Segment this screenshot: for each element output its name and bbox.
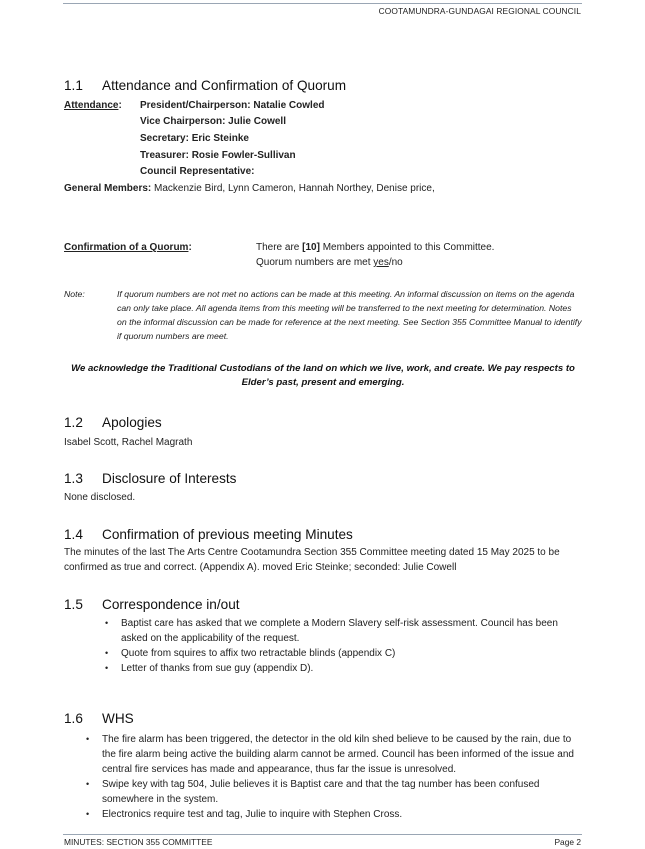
section-number: 1.4 bbox=[64, 527, 83, 542]
section-number: 1.2 bbox=[64, 415, 83, 430]
correspondence-item-text: Quote from squires to affix two retractable blinds (appendix C) bbox=[121, 648, 396, 659]
list-item bbox=[105, 646, 573, 661]
quorum-count-line bbox=[256, 240, 494, 255]
list-item bbox=[86, 732, 582, 777]
council-rep-line: Council Representative: bbox=[140, 166, 255, 177]
attendance-label: Attendance bbox=[64, 100, 119, 111]
section-1-3-heading bbox=[64, 471, 236, 486]
whs-item-text: Electronics require test and tag, Julie to inquire with Stephen Cross. bbox=[102, 809, 403, 820]
note-text: If quorum numbers are not met no actions can be made at this meeting. An informal discussion on items on the agenda can only take place. All agenda items from this meeting will be transferred to the next meeting for determination. Notes on the informal discussion can be made for reference at the next meeting. See Section 355 Committee Manual to identify if quorum numbers are meet. bbox=[117, 289, 582, 341]
section-title: Attendance and Confirmation of Quorum bbox=[102, 78, 347, 93]
section-1-5-heading bbox=[64, 597, 240, 612]
quorum-count: [10] bbox=[302, 242, 320, 253]
quorum-no: /no bbox=[388, 257, 403, 268]
previous-minutes-text: The minutes of the last The Arts Centre Cootamundra Section 355 Committee meeting dated 15 May 2025 to be confirmed as true and correct. (Appendix A). moved Eric Steinke; seconded: Julie Cowell bbox=[64, 547, 560, 573]
header-rule bbox=[63, 3, 582, 4]
quorum-met-line bbox=[256, 255, 403, 270]
secretary-line: Secretary: Eric Steinke bbox=[140, 133, 249, 144]
section-number: 1.5 bbox=[64, 597, 83, 612]
general-members-names: Mackenzie Bird, Lynn Cameron, Hannah Northey, Denise price, bbox=[151, 183, 435, 194]
whs-item-text: The fire alarm has been triggered, the detector in the old kiln shed believe to be caused by the rain, due to the fire alarm being active the building alarm cannot be armed. Council has been informed of the issue and central fire services has made and appearance, thus far the issue is unresolved. bbox=[102, 734, 574, 775]
bullet-icon: • bbox=[105, 618, 109, 628]
list-item bbox=[105, 616, 573, 646]
correspondence-list bbox=[105, 616, 573, 676]
quorum-post: Members appointed to this Committee. bbox=[319, 242, 495, 253]
whs-item-text: Swipe key with tag 504, Julie believes it is Baptist care and that the tag number has been confused somewhere in the system. bbox=[102, 779, 540, 805]
section-title: Confirmation of previous meeting Minutes bbox=[102, 527, 353, 542]
acknowledgement-of-country: We acknowledge the Traditional Custodians of the land on which we live, work, and create. We pay respects to Elder’s past, present and emerging. bbox=[71, 363, 575, 388]
general-members-line bbox=[64, 181, 435, 196]
quorum-pre: There are bbox=[256, 242, 303, 253]
section-number: 1.1 bbox=[64, 78, 83, 93]
header-council-name: COOTAMUNDRA-GUNDAGAI REGIONAL COUNCIL bbox=[378, 6, 581, 16]
list-item bbox=[105, 661, 573, 676]
bullet-icon: • bbox=[86, 734, 90, 744]
list-item bbox=[86, 807, 582, 822]
section-1-1-heading bbox=[64, 78, 346, 93]
bullet-icon: • bbox=[105, 648, 109, 658]
section-title: Disclosure of Interests bbox=[102, 471, 237, 486]
section-title: WHS bbox=[102, 711, 134, 726]
vice-chair-line: Vice Chairperson: Julie Cowell bbox=[140, 116, 286, 127]
footer-rule bbox=[63, 834, 582, 835]
quorum-yes: yes bbox=[373, 257, 389, 268]
page-number: Page 2 bbox=[554, 837, 581, 847]
bullet-icon: • bbox=[86, 779, 90, 789]
whs-list bbox=[86, 732, 582, 822]
footer-title: MINUTES: SECTION 355 COMMITTEE bbox=[64, 837, 213, 847]
quorum-label-wrap bbox=[64, 240, 192, 255]
bullet-icon: • bbox=[105, 663, 109, 673]
list-item bbox=[86, 777, 582, 807]
president-line: President/Chairperson: Natalie Cowled bbox=[140, 100, 325, 111]
general-members-label: General Members: bbox=[64, 183, 152, 194]
attendance-label-wrap bbox=[64, 98, 122, 113]
treasurer-line: Treasurer: Rosie Fowler-Sullivan bbox=[140, 150, 296, 161]
quorum-colon: : bbox=[188, 242, 192, 253]
section-1-2-heading bbox=[64, 415, 162, 430]
correspondence-item-text: Baptist care has asked that we complete a Modern Slavery self-risk assessment. Council has been asked on the applicability of the request. bbox=[121, 618, 558, 644]
apologies-text: Isabel Scott, Rachel Magrath bbox=[64, 437, 193, 448]
disclosure-text: None disclosed. bbox=[64, 492, 136, 503]
section-number: 1.3 bbox=[64, 471, 83, 486]
note-label: Note: bbox=[64, 289, 85, 299]
attendance-colon: : bbox=[118, 100, 122, 111]
section-1-4-heading bbox=[64, 527, 353, 542]
section-1-6-heading bbox=[64, 711, 134, 726]
quorum-label: Confirmation of a Quorum bbox=[64, 242, 189, 253]
bullet-icon: • bbox=[86, 809, 90, 819]
correspondence-item-text: Letter of thanks from sue guy (appendix D). bbox=[121, 663, 314, 674]
section-number: 1.6 bbox=[64, 711, 83, 726]
section-title: Correspondence in/out bbox=[102, 597, 240, 612]
section-title: Apologies bbox=[102, 415, 162, 430]
quorum-met-pre: Quorum numbers are met bbox=[256, 257, 374, 268]
